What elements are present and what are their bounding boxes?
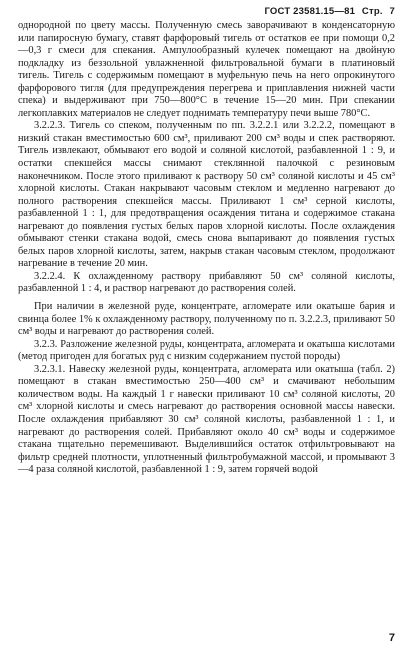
paragraph-barium-note: При наличии в железной руде, концентрате, агломерате или окатыше бария и свинца более 1% к охлажденному раствору, полученному по п. 3.2.2.3, приливают 50 см³ воды и нагревают до растворения солей. bbox=[18, 301, 395, 338]
paragraph-3-2-2-3: 3.2.2.3. Тигель со спеком, полученным по пп. 3.2.2.1 или 3.2.2.2, помещают в низкий стакан вместимостью 600 см³, приливают 200 см³ воды и спек растворяют. Тигель извлекают, обмывают его водой и соляной кислотой, разбавленной 1 : 9, и остатки спекшейся массы снимают стеклянной палочкой с резиновым наконечником. После этого приливают к раствору 50 см³ соляной кислоты и 45 см³ хлорной кислоты. Стакан накрывают часовым стеклом и медленно нагревают до полного растворения спекшейся массы. Приливают 1 см³ серной кислоты, разбавленной 1 : 1, для предотвращения осаждения титана и содержимое стакана нагревают до появления густых белых паров хлорной кислоты. После охлаждения обмывают стенки стакана водой, смесь снова выпаривают до появления густых белых паров хлорной кислоты, затем, накрыв стакан часовым стеклом, продолжают нагревание в течение 20 мин. bbox=[18, 120, 395, 270]
header-page-number: 7 bbox=[389, 6, 395, 17]
page-label: Стр. bbox=[361, 6, 383, 17]
page-header bbox=[260, 6, 395, 17]
paragraph-continuation: однородной по цвету массы. Полученную смесь заворачивают в конденсаторную или папиросную бумагу, ставят фарфоровый тигель от остатков ее при помощи 0,2—0,3 г смеси для спекания. Ампулообразный кулечек помещают на двойную подкладку из беззольной увлажненной фильтровальной бумаги в платиновый тигель. Тигель с содержимым помещают в муфельную печь на него опрокинутого фарфорового тигля (для предупреждения перегрева и приплавления нижней части спека) и выдерживают при 750—800°С в течение 15—20 мин. При спекании легкоплавких материалов не следует поднимать температуру печи выше 780°С. bbox=[18, 20, 395, 119]
standard-number: ГОСТ 23581.15—81 bbox=[264, 6, 356, 17]
footer-page-number: 7 bbox=[388, 632, 395, 644]
section-3-2-3-heading: 3.2.3. Разложение железной руды, концентрата, агломерата и окатыша кислотами (метод пригоден для богатых руд с низким содержанием пустой породы) bbox=[18, 338, 395, 363]
paragraph-3-2-2-4: 3.2.2.4. К охлажденному раствору прибавляют 50 см³ соляной кислоты, разбавленной 1 : 4, и раствор нагревают до растворения солей. bbox=[18, 270, 395, 295]
paragraph-3-2-3-1: 3.2.3.1. Навеску железной руды, концентрата, агломерата или окатыша (табл. 2) помещают в стакан вместимостью 250—400 см³ и смачивают небольшим количеством воды. На каждый 1 г навески приливают 10 см³ соляной кислоты, 20 см³ хлорной кислоты и смесь нагревают до растворения основной массы навески. После охлаждения прибавляют 30 см³ соляной кислоты, разбавленной 1 : 1, и нагревают до растворения солей. Прибавляют около 40 см³ воды и содержимое стакана тщательно перемешивают. Выделившийся остаток отфильтровывают на фильтр средней плотности, уплотненный фильтробумажной массой, и промывают 3—4 раза соляной кислотой, разбавленной 1 : 9, затем горячей водой bbox=[18, 363, 395, 476]
document-body bbox=[18, 20, 395, 477]
